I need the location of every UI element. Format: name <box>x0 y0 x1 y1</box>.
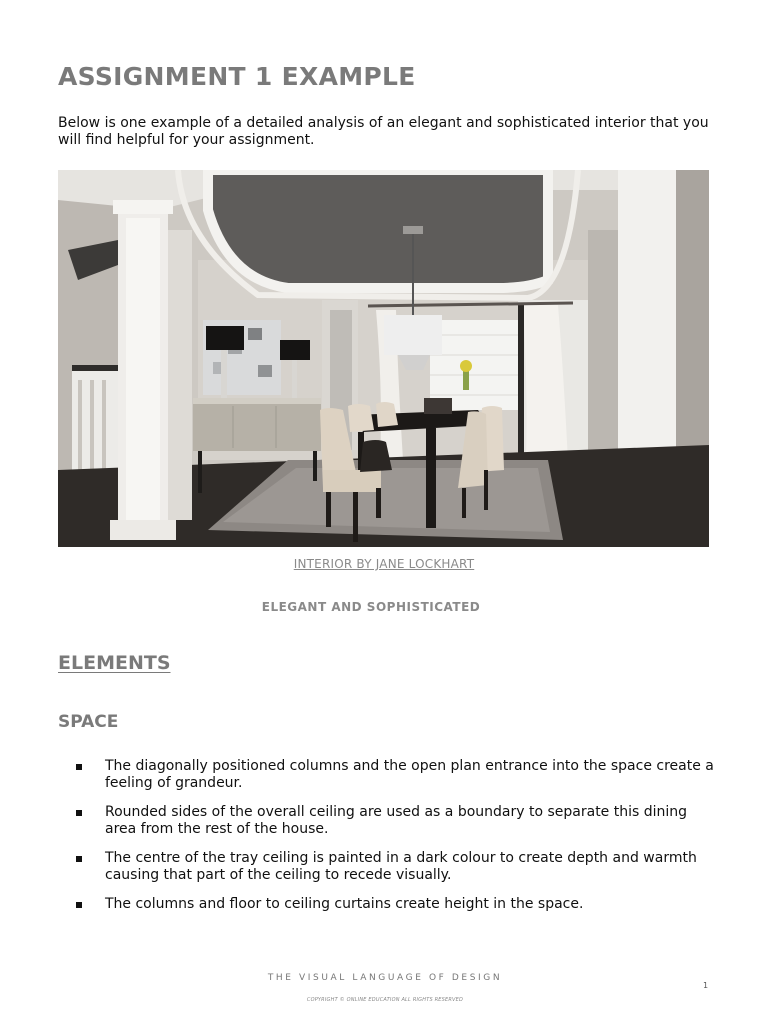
bullet-square-icon <box>76 810 82 816</box>
bullet-list <box>58 758 718 925</box>
list-item <box>58 850 718 884</box>
list-item-text: The centre of the tray ceiling is painted in a dark colour to create depth and warmth causing that part of the ceiling to recede visually. <box>105 850 697 883</box>
footer-title: THE VISUAL LANGUAGE OF DESIGN <box>267 973 503 983</box>
image-credit-link[interactable]: INTERIOR BY JANE LOCKHART <box>293 557 475 571</box>
subheading-space: SPACE <box>58 712 119 732</box>
page-number: 1 <box>703 981 709 990</box>
section-heading-elements: ELEMENTS <box>58 652 171 674</box>
image-subcaption: ELEGANT AND SOPHISTICATED <box>261 600 481 614</box>
dining-room-photo <box>58 170 709 547</box>
intro-paragraph: Below is one example of a detailed analysis of an elegant and sophisticated interior that you will find helpful for your assignment. <box>58 115 709 148</box>
list-item-text: Rounded sides of the overall ceiling are used as a boundary to separate this dining area from the rest of the house. <box>105 804 688 837</box>
bullet-square-icon <box>76 902 82 908</box>
list-item <box>58 896 718 913</box>
bullet-square-icon <box>76 856 82 862</box>
list-item <box>58 758 718 792</box>
footer-copyright: COPYRIGHT © ONLINE EDUCATION ALL RIGHTS RESERVED <box>306 997 464 1003</box>
list-item-text: The diagonally positioned columns and the open plan entrance into the space create a feeling of grandeur. <box>105 758 714 791</box>
list-item-text: The columns and floor to ceiling curtains create height in the space. <box>105 896 584 912</box>
bullet-square-icon <box>76 764 82 770</box>
page-title: ASSIGNMENT 1 EXAMPLE <box>58 62 416 91</box>
list-item <box>58 804 718 838</box>
